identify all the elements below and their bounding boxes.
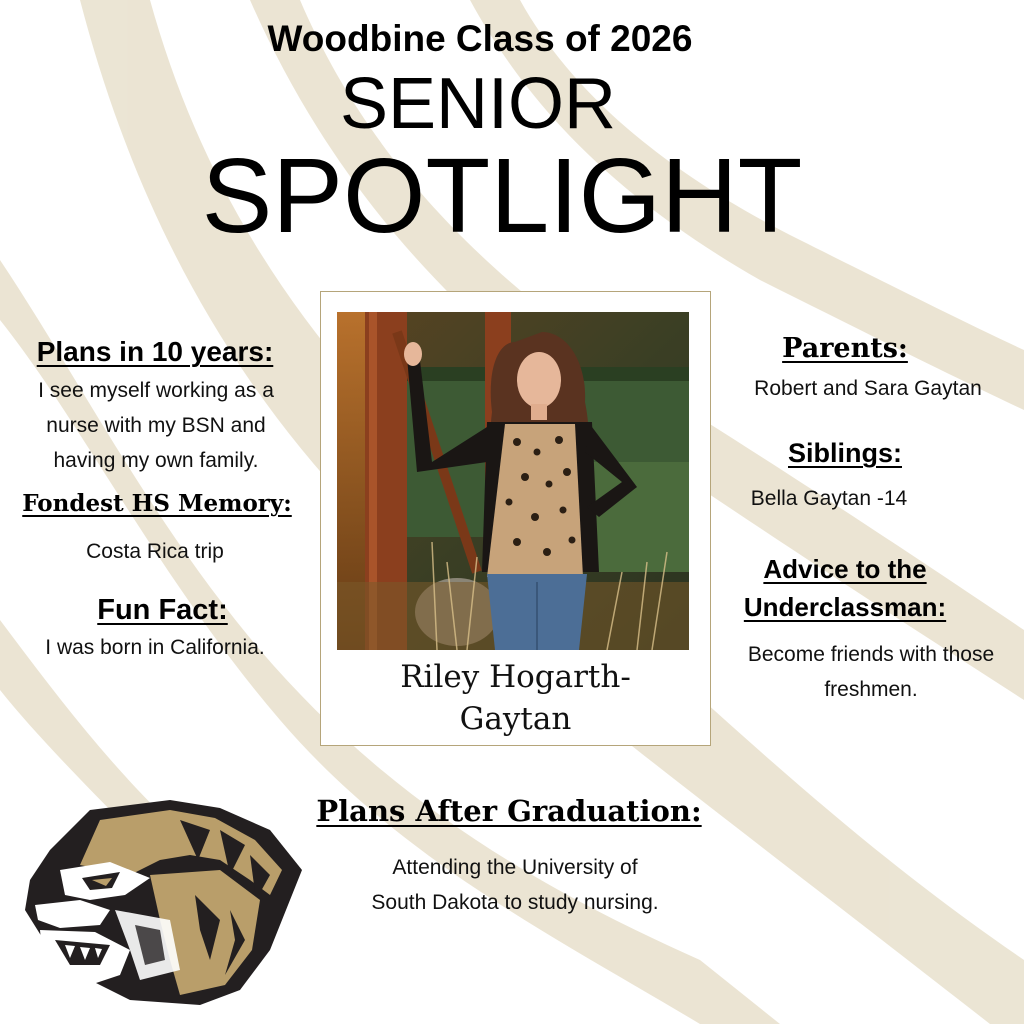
spotlight-title: SPOTLIGHT <box>201 137 803 255</box>
advice-line-1: Become friends with those <box>747 643 995 666</box>
plans-after-graduation-heading: Plans After Graduation: <box>316 794 702 828</box>
fun-fact-text: I was born in California. <box>45 636 265 659</box>
plans-line-3: having my own family. <box>53 449 259 472</box>
fondest-memory-text: Costa Rica trip <box>86 540 224 563</box>
siblings-heading: Siblings: <box>788 438 902 468</box>
class-title: Woodbine Class of 2026 <box>267 18 693 59</box>
parents-text: Robert and Sara Gaytan <box>754 377 982 400</box>
plans-10-years-text <box>0 373 312 478</box>
advice-heading-line-1: Advice to the <box>763 554 927 584</box>
student-name-line-1: Riley Hogarth- <box>400 659 631 695</box>
fun-fact-heading: Fun Fact: <box>97 594 228 626</box>
advice-heading-line-2: Underclassman: <box>743 592 947 622</box>
tiger-head-logo-icon <box>20 800 305 1005</box>
senior-portrait-photo <box>337 312 689 650</box>
senior-title: SENIOR <box>339 64 617 144</box>
siblings-text: Bella Gaytan -14 <box>750 487 908 510</box>
plans-after-graduation-text <box>315 850 715 920</box>
advice-text <box>715 637 1024 707</box>
fondest-memory-heading: Fondest HS Memory: <box>22 490 292 517</box>
plans-line-1: I see myself working as a <box>38 379 274 402</box>
student-name-line-2: Gaytan <box>459 701 572 737</box>
advice-heading <box>700 550 990 626</box>
plans-10-years-heading: Plans in 10 years: <box>36 336 274 367</box>
parents-heading: Parents: <box>782 333 908 364</box>
student-name <box>320 656 711 740</box>
advice-line-2: freshmen. <box>824 678 918 701</box>
after-line-2: South Dakota to study nursing. <box>371 891 659 914</box>
after-line-1: Attending the University of <box>392 856 638 879</box>
plans-line-2: nurse with my BSN and <box>46 414 266 437</box>
